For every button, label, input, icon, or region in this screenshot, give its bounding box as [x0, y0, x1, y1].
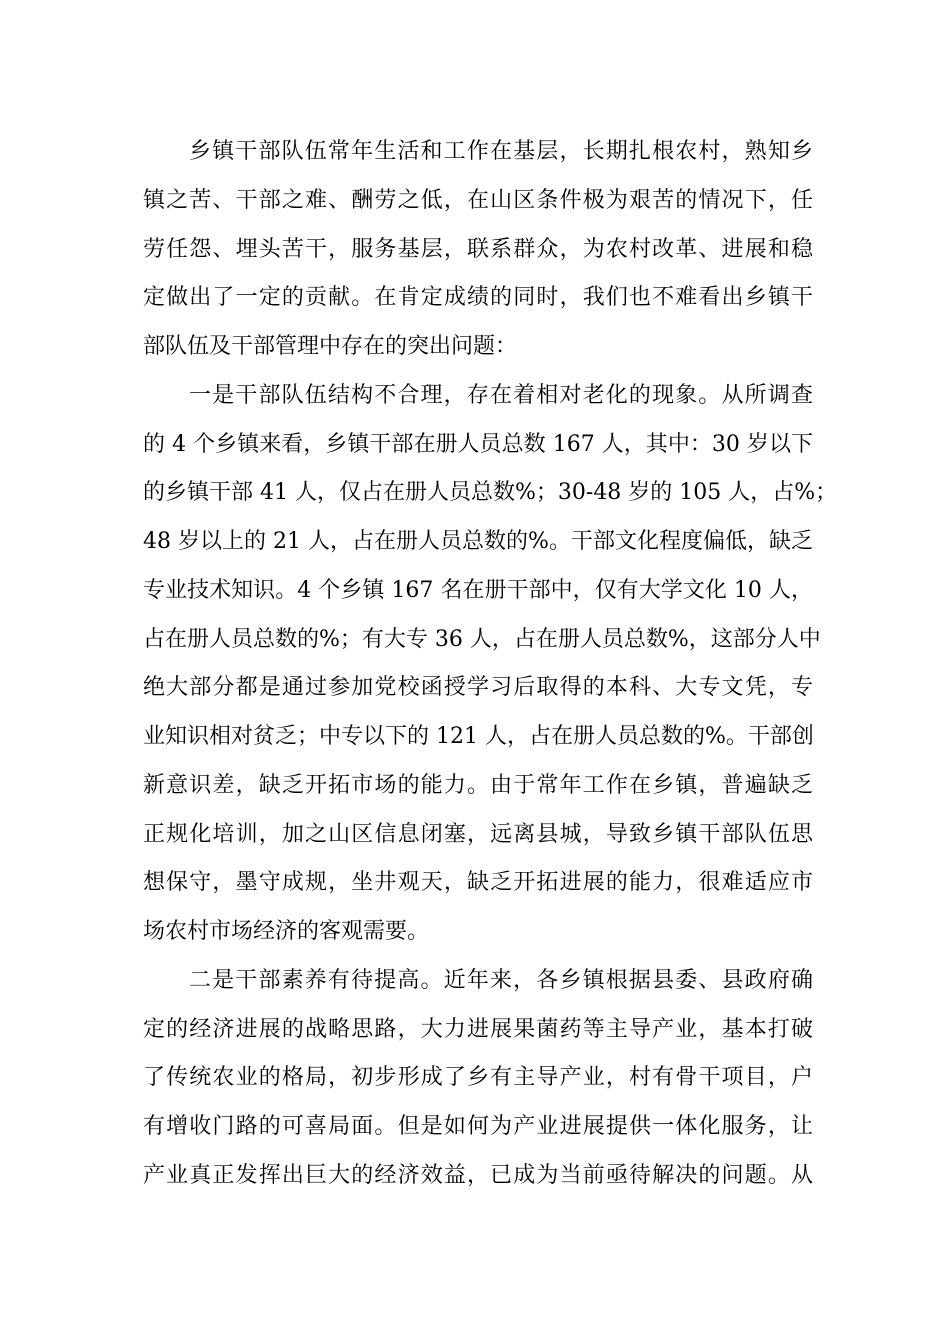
text-line: 一是干部队伍结构不合理，存在着相对老化的现象。从所调查	[189, 382, 813, 408]
text-line: 了传统农业的格局，初步形成了乡有主导产业，村有骨干项目，户	[143, 1065, 813, 1091]
text-line: 劳任怨、埋头苦干，服务基层，联系群众，为农村改革、进展和稳	[143, 236, 813, 262]
paragraph-point-one	[143, 372, 838, 957]
text-line: 定的经济进展的战略思路，大力进展果菌药等主导产业，基本打破	[143, 1016, 813, 1042]
document-body	[143, 128, 838, 1201]
paragraph-intro	[143, 128, 813, 372]
text-line: 二是干部素养有待提高。近年来，各乡镇根据县委、县政府确	[189, 967, 813, 993]
text-line: 占在册人员总数的%；有大专 36 人，占在册人员总数%，这部分人中	[143, 626, 821, 652]
text-line: 绝大部分都是通过参加党校函授学习后取得的本科、大专文凭，专	[143, 675, 813, 701]
text-line: 的乡镇干部 41 人，仅占在册人员总数%；30-48 岁的 105 人，占%；	[143, 480, 838, 506]
text-line: 的 4 个乡镇来看，乡镇干部在册人员总数 167 人，其中：30 岁以下	[143, 431, 813, 457]
text-line: 有增收门路的可喜局面。但是如何为产业进展提供一体化服务，让	[143, 1114, 813, 1139]
text-line: 乡镇干部队伍常年生活和工作在基层，长期扎根农村，熟知乡	[189, 139, 813, 164]
text-line: 定做出了一定的贡献。在肯定成绩的同时，我们也不难看出乡镇干	[143, 285, 813, 311]
text-line: 场农村市场经济的客观需要。	[143, 919, 430, 944]
text-line: 想保守，墨守成规，坐井观天，缺乏开拓进展的能力，很难适应市	[143, 870, 813, 896]
text-line: 正规化培训，加之山区信息闭塞，远离县城，导致乡镇干部队伍思	[143, 821, 813, 847]
text-line: 产业真正发挥出巨大的经济效益，已成为当前亟待解决的问题。从	[143, 1162, 813, 1188]
text-line: 新意识差，缺乏开拓市场的能力。由于常年工作在乡镇，普遍缺乏	[143, 772, 813, 798]
text-line: 48 岁以上的 21 人，占在册人员总数的%。干部文化程度偏低，缺乏	[143, 529, 813, 554]
paragraph-point-two	[143, 957, 813, 1201]
text-line: 部队伍及干部管理中存在的突出问题：	[143, 334, 518, 359]
text-line: 业知识相对贫乏；中专以下的 121 人，占在册人员总数的%。干部创	[143, 724, 814, 749]
text-line: 镇之苦、干部之难、酬劳之低，在山区条件极为艰苦的情况下，任	[143, 187, 813, 213]
text-line: 专业技术知识。4 个乡镇 167 名在册干部中，仅有大学文化 10 人，	[143, 577, 813, 603]
